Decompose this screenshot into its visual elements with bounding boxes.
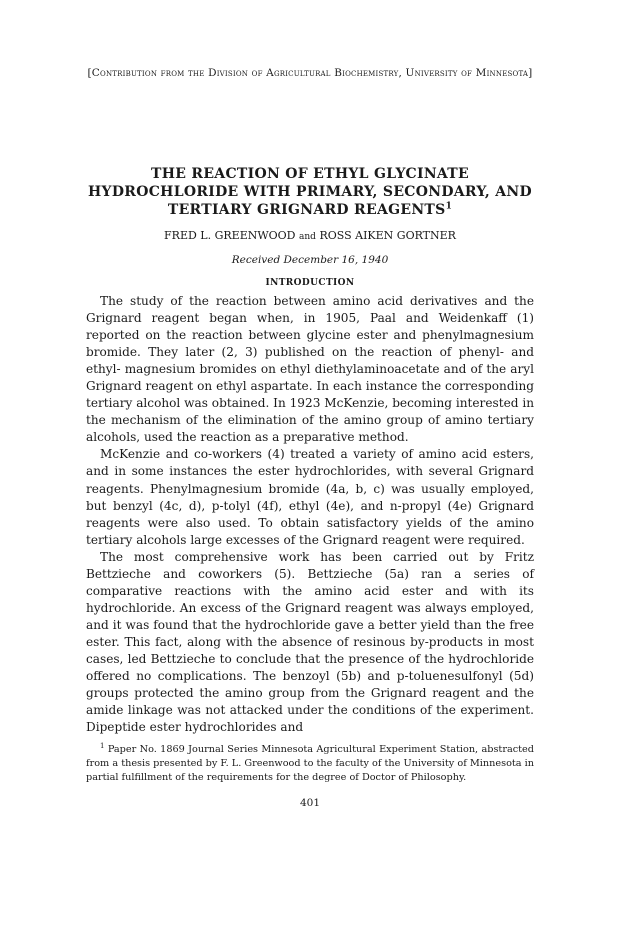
- footnote-mark: 1: [100, 741, 105, 750]
- section-heading: INTRODUCTION: [265, 278, 355, 288]
- journal-page: [86, 66, 534, 810]
- article-title-text: THE REACTION OF ETHYL GLYCINATE HYDROCHLORIDE WITH PRIMARY, SECONDARY, AND TERTIARY GRIGNARD REAGENTS: [88, 166, 532, 218]
- author-1: FRED L. GREENWOOD: [164, 229, 296, 242]
- contribution-note: [Contribution from the Division of Agricultural Biochemistry, University of Minnesota]: [87, 67, 533, 79]
- article-title: [86, 165, 534, 219]
- page-number: 401: [299, 797, 321, 810]
- body-paragraph: McKenzie and co-workers (4) treated a variety of amino acid esters, and in some instances the ester hydrochlorides, with several Grignard reagents. Phenylmagnesium bromide (4a, b, c) was usually employed, but benzyl (4c, d), p-tolyl (4f), ethyl (4e), and n-propyl (4e) Grignard reagents were also used. To obtain satisfactory yields of the amino tertiary alcohols large excesses of the Grignard reagent were required.: [86, 447, 534, 547]
- author-line: [86, 228, 534, 245]
- body-paragraph: The study of the reaction between amino acid derivatives and the Grignard reagent began when, in 1905, Paal and Weidenkaff (1) reported on the reaction between glycine ester and phenylmagnesium bromide. They later (2, 3) published on the reaction of phenyl- and ethyl- magnesium bromides on ethyl diethylaminoacetate and of the aryl Grignard reagent on ethyl aspartate. In each instance the corresponding tertiary alcohol was obtained. In 1923 McKenzie, becoming interested in the mechanism of the elimination of the amino group of amino tertiary alcohols, used the reaction as a preparative method.: [86, 294, 534, 445]
- title-footnote-mark: 1: [445, 201, 453, 212]
- footnote-text: Paper No. 1869 Journal Series Minnesota Agricultural Experiment Station, abstracted from a thesis presented by F. L. Greenwood to the faculty of the University of Minnesota in partial fulfillment of the requirements for the degree of Doctor of Philosophy.: [86, 744, 534, 784]
- body-paragraph: The most comprehensive work has been carried out by Fritz Bettzieche and coworkers (5). Bettzieche (5a) ran a series of comparative reactions with the amino acid ester and with its hydrochloride. An excess of the Grignard reagent was always employed, and it was found that the hydrochloride gave a better yield than the free ester. This fact, along with the absence of resinous by-products in most cases, led Bettzieche to conclude that the presence of the hydrochloride offered no complications. The benzoyl (5b) and p-toluenesulfonyl (5d) groups protected the amino group from the Grignard reagent and the amide linkage was not attacked under the conditions of the experiment. Dipeptide ester hydrochlorides and: [86, 549, 534, 735]
- author-conjunction: and: [299, 232, 316, 242]
- author-2: ROSS AIKEN GORTNER: [319, 229, 456, 242]
- received-date: Received December 16, 1940: [231, 254, 389, 266]
- footnote: [86, 743, 534, 785]
